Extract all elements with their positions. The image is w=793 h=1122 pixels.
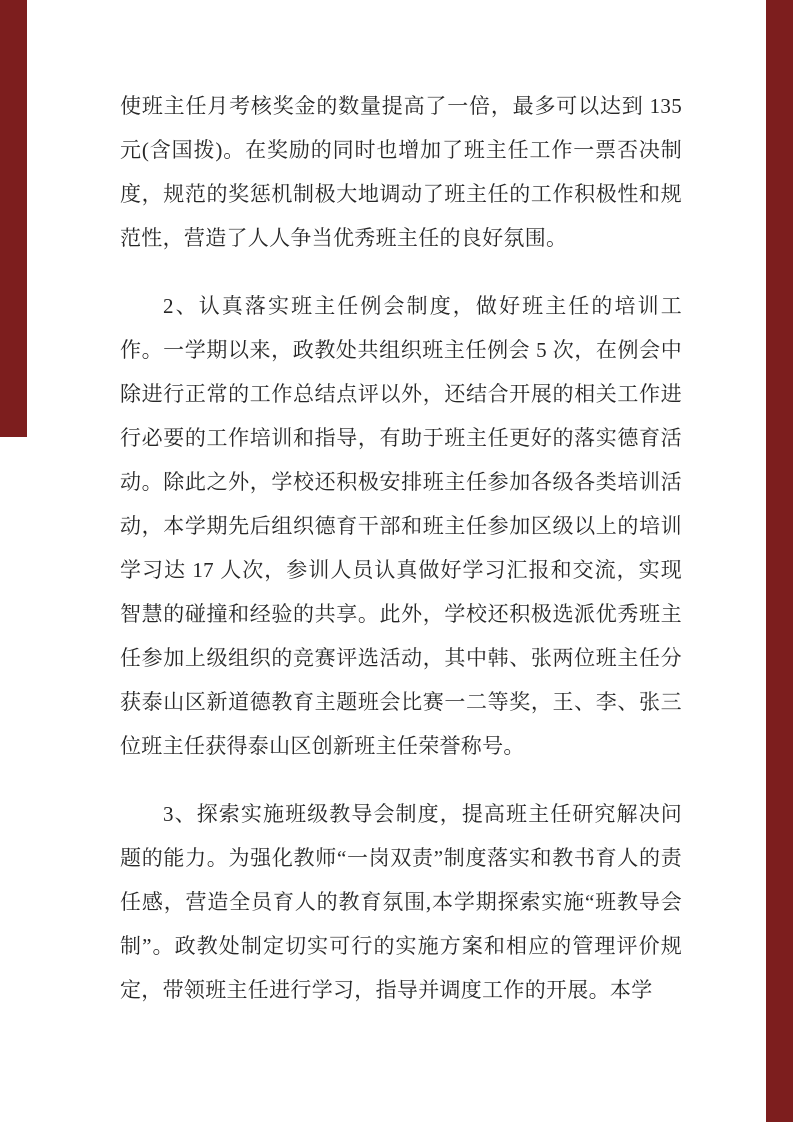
left-red-margin-bar [0,0,27,437]
right-red-margin-bar [766,0,793,1122]
paragraph-reward-system: 使班主任月考核奖金的数量提高了一倍，最多可以达到 135 元(含国拨)。在奖励的同时也增加了班主任工作一票否决制度，规范的奖惩机制极大地调动了班主任的工作积极性和规范性，营造了人人争当优秀班主任的良好氛围。 [120,94,682,250]
paragraph-3-class-guidance-system: 3、探索实施班级教导会制度，提高班主任研究解决问题的能力。为强化教师“一岗双责”制度落实和教书育人的责任感，营造全员育人的教育氛围,本学期探索实施“班教导会制”。政教处制定切实可行的实施方案和相应的管理评价规定，带领班主任进行学习，指导并调度工作的开展。本学 [120,802,682,1002]
document-page [120,84,682,1012]
paragraph-2-meeting-training: 2、认真落实班主任例会制度，做好班主任的培训工作。一学期以来，政教处共组织班主任例会 5 次，在例会中除进行正常的工作总结点评以外，还结合开展的相关工作进行必要的工作培训和指导，有助于班主任更好的落实德育活动。除此之外，学校还积极安排班主任参加各级各类培训活动，本学期先后组织德育干部和班主任参加区级以上的培训学习达 17 人次，参训人员认真做好学习汇报和交流，实现智慧的碰撞和经验的共享。此外，学校还积极选派优秀班主任参加上级组织的竞赛评选活动，其中韩、张两位班主任分获泰山区新道德教育主题班会比赛一二等奖，王、李、张三位班主任获得泰山区创新班主任荣誉称号。 [120,294,682,758]
